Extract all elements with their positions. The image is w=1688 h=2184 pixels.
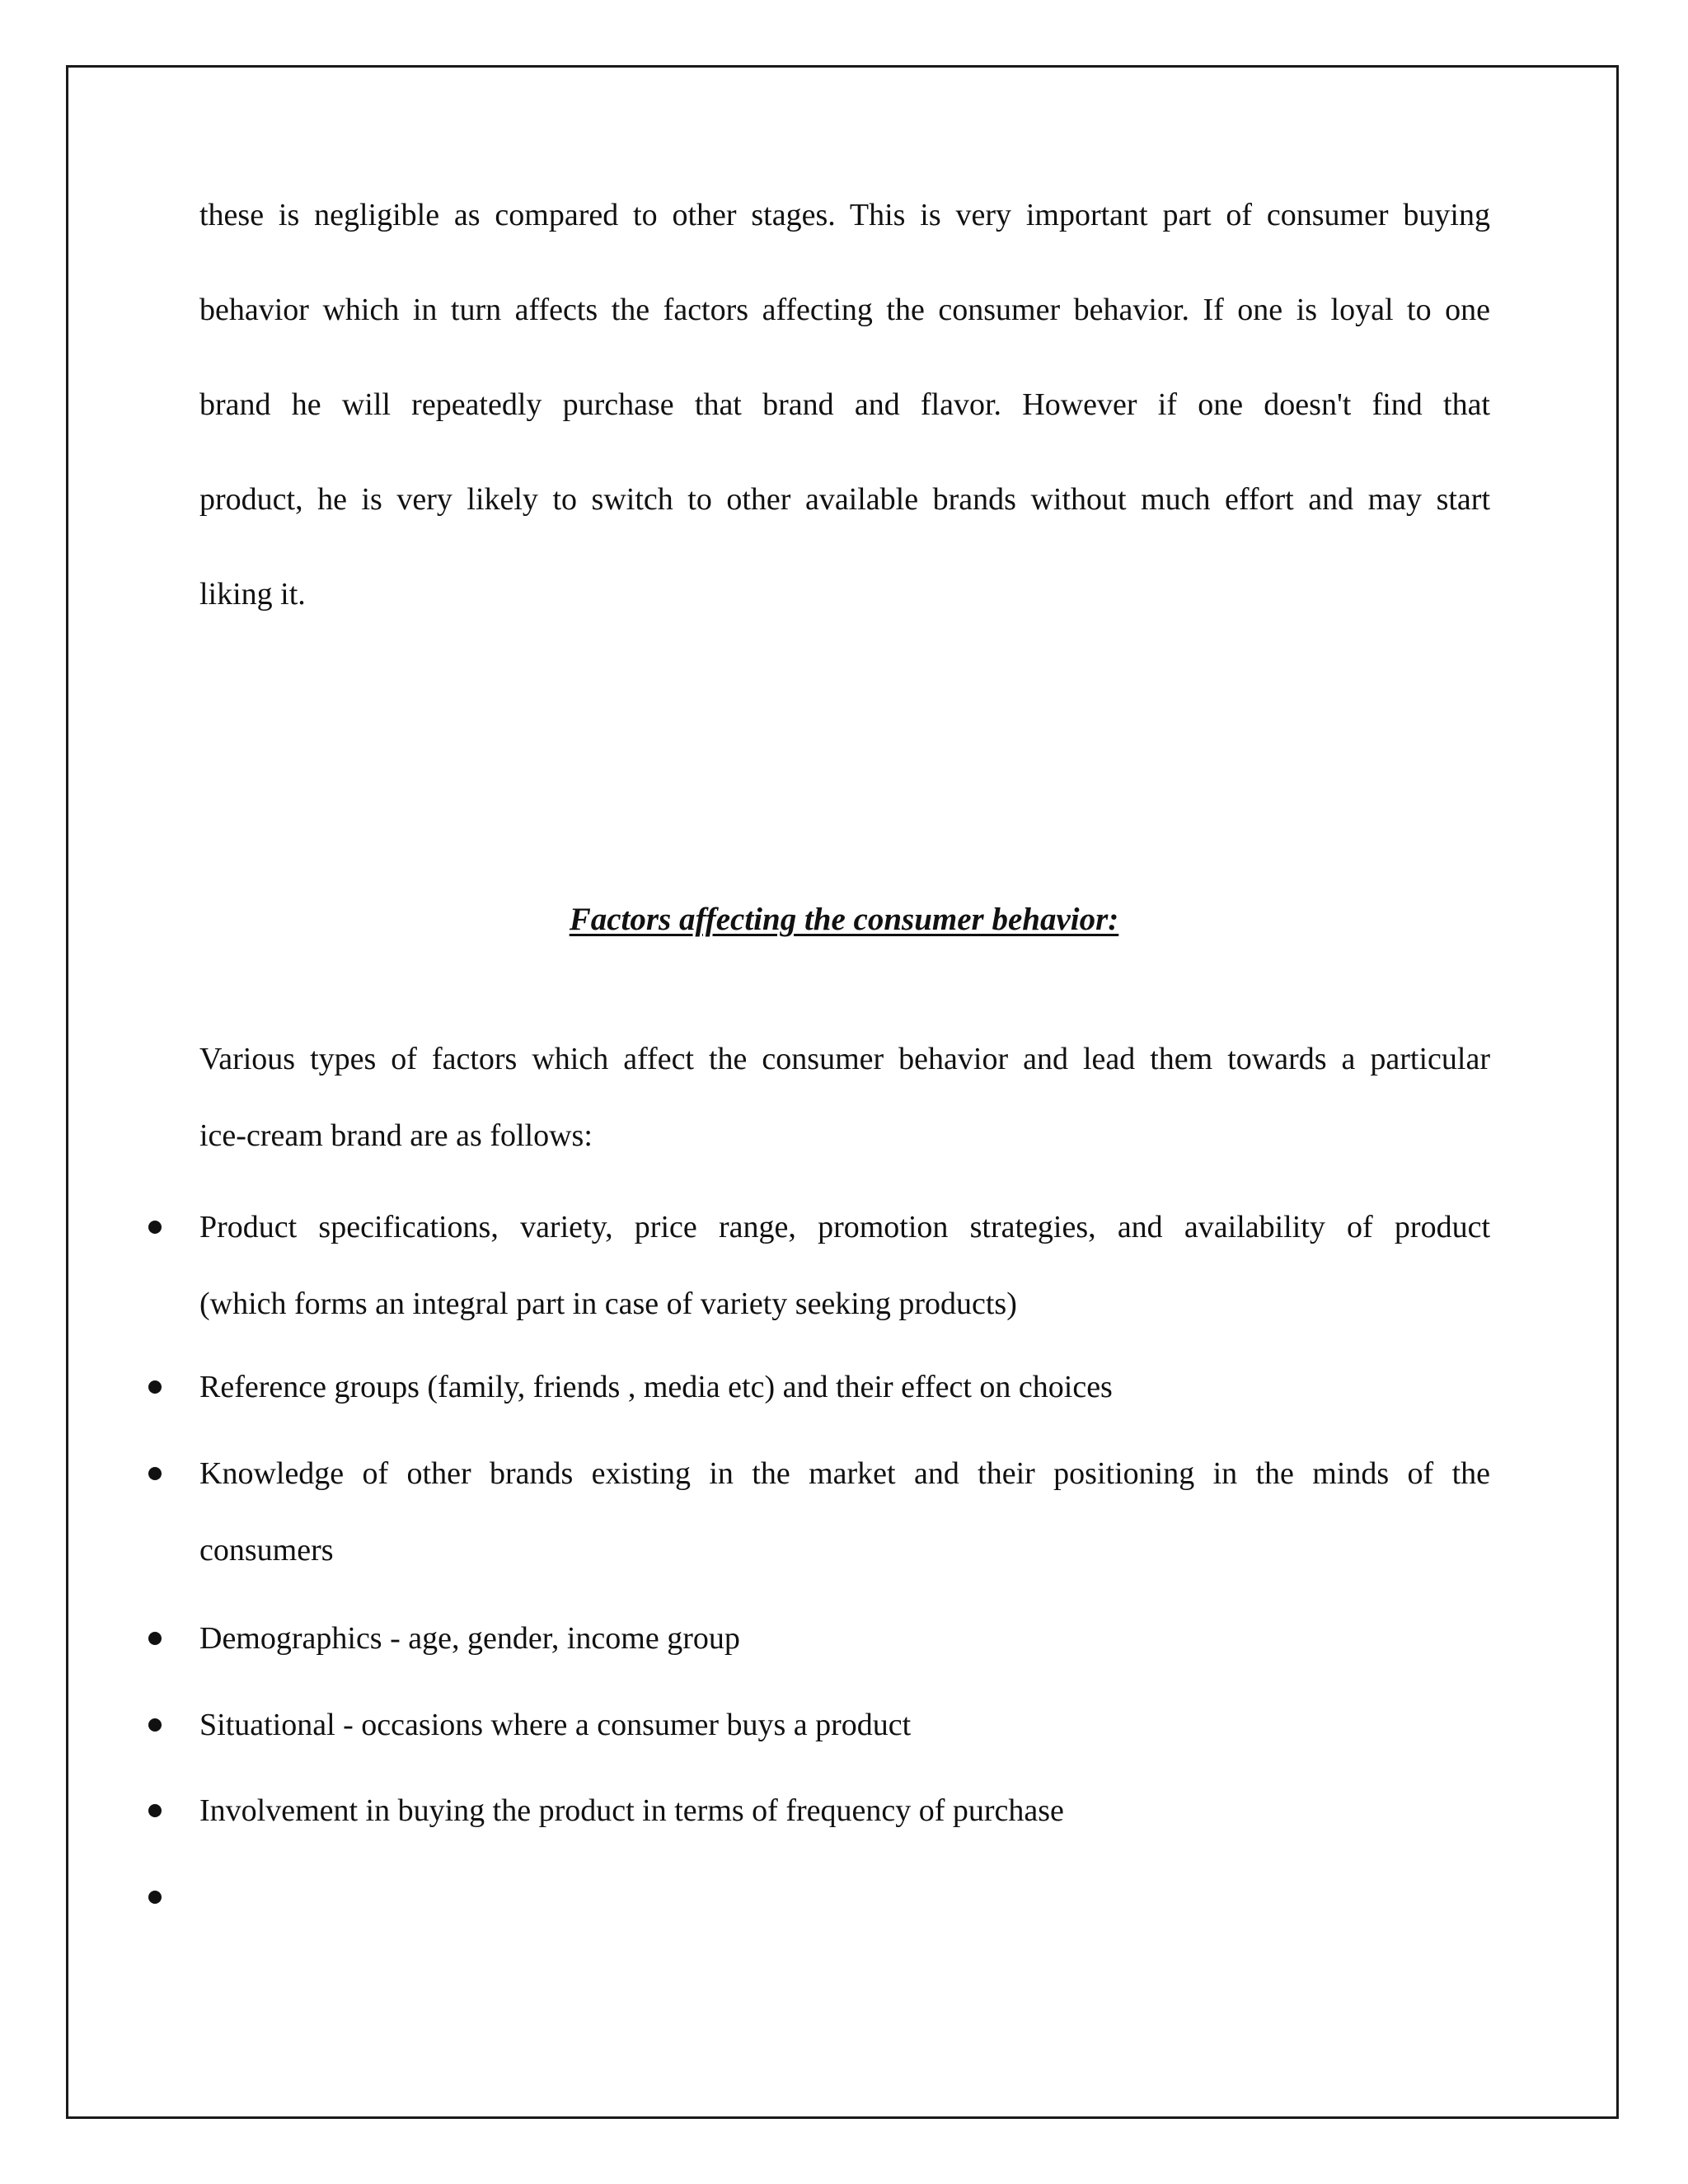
paragraph-line: product, he is very likely to switch to other available brands without much effort and may start xyxy=(199,482,1490,517)
list-item-line: Involvement in buying the product in terms of frequency of purchase xyxy=(199,1793,1064,1828)
list-item-line: Product specifications, variety, price range, promotion strategies, and availability of product xyxy=(199,1210,1490,1244)
list-item-line: Situational - occasions where a consumer buys a product xyxy=(199,1708,912,1742)
list-item-line: Knowledge of other brands existing in the market and their positioning in the minds of the xyxy=(199,1456,1490,1491)
list-item-line: consumers xyxy=(199,1533,334,1568)
paragraph-line: behavior which in turn affects the factors affecting the consumer behavior. If one is loyal to one xyxy=(199,293,1490,327)
bullet-icon xyxy=(148,1632,162,1645)
list-item-line: Demographics - age, gender, income group xyxy=(199,1621,740,1656)
bullet-icon xyxy=(148,1221,162,1234)
bullet-icon xyxy=(148,1467,162,1480)
paragraph-line: these is negligible as compared to other stages. This is very important part of consumer buying xyxy=(199,198,1490,232)
paragraph-line: brand he will repeatedly purchase that brand and flavor. However if one doesn't find that xyxy=(199,387,1490,422)
bullet-icon xyxy=(148,1380,162,1394)
paragraph-line: liking it. xyxy=(199,577,306,612)
bullet-icon xyxy=(148,1804,162,1817)
paragraph-line: ice-cream brand are as follows: xyxy=(199,1118,593,1153)
list-item-line: Reference groups (family, friends , media etc) and their effect on choices xyxy=(199,1370,1113,1404)
list-item-line: (which forms an integral part in case of variety seeking products) xyxy=(199,1286,1017,1321)
paragraph-line: Various types of factors which affect the consumer behavior and lead them towards a particular xyxy=(199,1042,1490,1076)
bullet-icon xyxy=(148,1891,162,1904)
bullet-icon xyxy=(148,1718,162,1732)
section-heading: Factors affecting the consumer behavior: xyxy=(569,902,1119,937)
